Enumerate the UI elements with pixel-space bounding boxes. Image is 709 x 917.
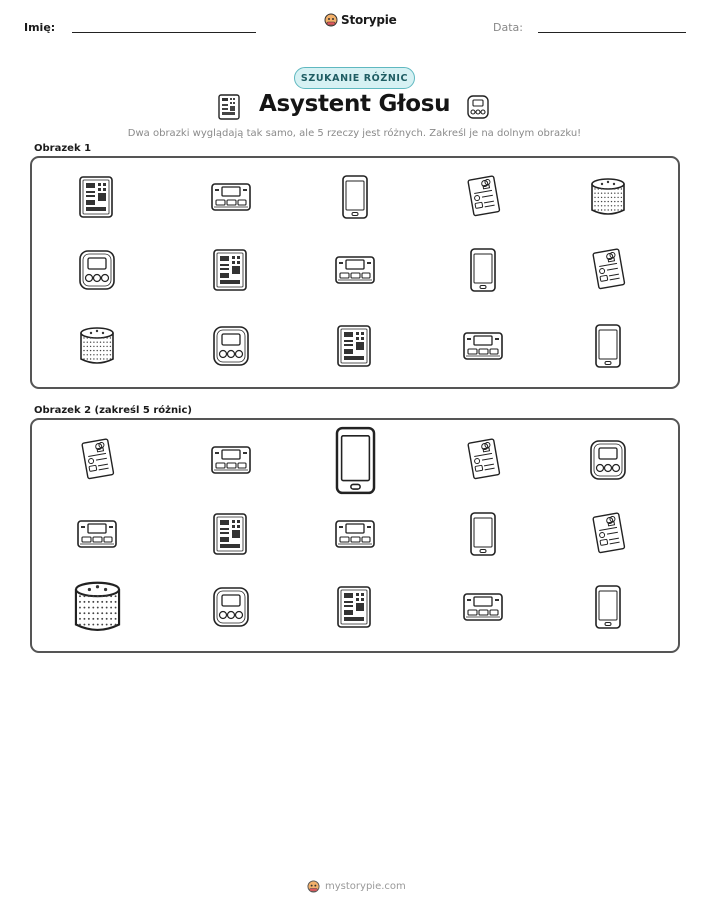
keypad-panel-icon — [216, 93, 242, 121]
keypad-panel-icon — [76, 174, 118, 220]
keypad-panel-icon — [210, 247, 252, 293]
smartphone-icon[interactable] — [462, 511, 504, 557]
smart-speaker-icon — [76, 323, 118, 369]
kitchen-timer-icon[interactable] — [210, 584, 252, 630]
recipe-card-icon[interactable] — [76, 437, 118, 483]
brand-logo — [324, 13, 397, 27]
storypie-mascot-icon — [324, 13, 338, 27]
date-field-line[interactable] — [538, 32, 686, 33]
page-title: Asystent Głosu — [259, 91, 451, 117]
activity-badge: SZUKANIE RÓŻNIC — [294, 67, 415, 89]
thermostat-icon — [462, 323, 504, 369]
recipe-card-icon[interactable] — [587, 511, 629, 557]
name-field-line[interactable] — [72, 32, 256, 33]
picture-1-label: Obrazek 1 — [34, 143, 92, 154]
thermostat-icon[interactable] — [462, 584, 504, 630]
thermostat-icon[interactable] — [76, 511, 118, 557]
brand-name: Storypie — [341, 13, 397, 27]
recipe-card-icon[interactable] — [462, 437, 504, 483]
kitchen-timer-icon — [210, 323, 252, 369]
smartphone-icon — [462, 247, 504, 293]
recipe-card-icon — [587, 247, 629, 293]
kitchen-timer-icon[interactable] — [587, 437, 629, 483]
smartphone-icon — [334, 174, 376, 220]
keypad-panel-icon[interactable] — [210, 511, 252, 557]
keypad-panel-icon — [334, 323, 376, 369]
keypad-panel-icon[interactable] — [334, 584, 376, 630]
thermostat-icon — [210, 174, 252, 220]
smartphone-icon[interactable] — [323, 425, 388, 496]
smart-speaker-icon — [587, 174, 629, 220]
thermostat-icon[interactable] — [210, 437, 252, 483]
instructions: Dwa obrazki wyglądają tak samo, ale 5 rzeczy jest różnych. Zakreśl je na dolnym obrazku! — [127, 128, 582, 139]
storypie-mascot-icon — [307, 880, 320, 893]
kitchen-timer-icon — [76, 247, 118, 293]
recipe-card-icon — [462, 174, 504, 220]
thermostat-icon[interactable] — [334, 511, 376, 557]
smartphone-icon[interactable] — [587, 584, 629, 630]
date-label: Data: — [493, 21, 523, 34]
smartphone-icon — [587, 323, 629, 369]
footer-url: mystorypie.com — [325, 881, 406, 892]
name-label: Imię: — [24, 21, 56, 34]
thermostat-icon — [334, 247, 376, 293]
smart-speaker-icon[interactable] — [69, 576, 126, 638]
picture-2-label: Obrazek 2 (zakreśl 5 różnic) — [34, 405, 192, 416]
footer — [307, 880, 406, 893]
kitchen-timer-icon — [465, 93, 491, 121]
